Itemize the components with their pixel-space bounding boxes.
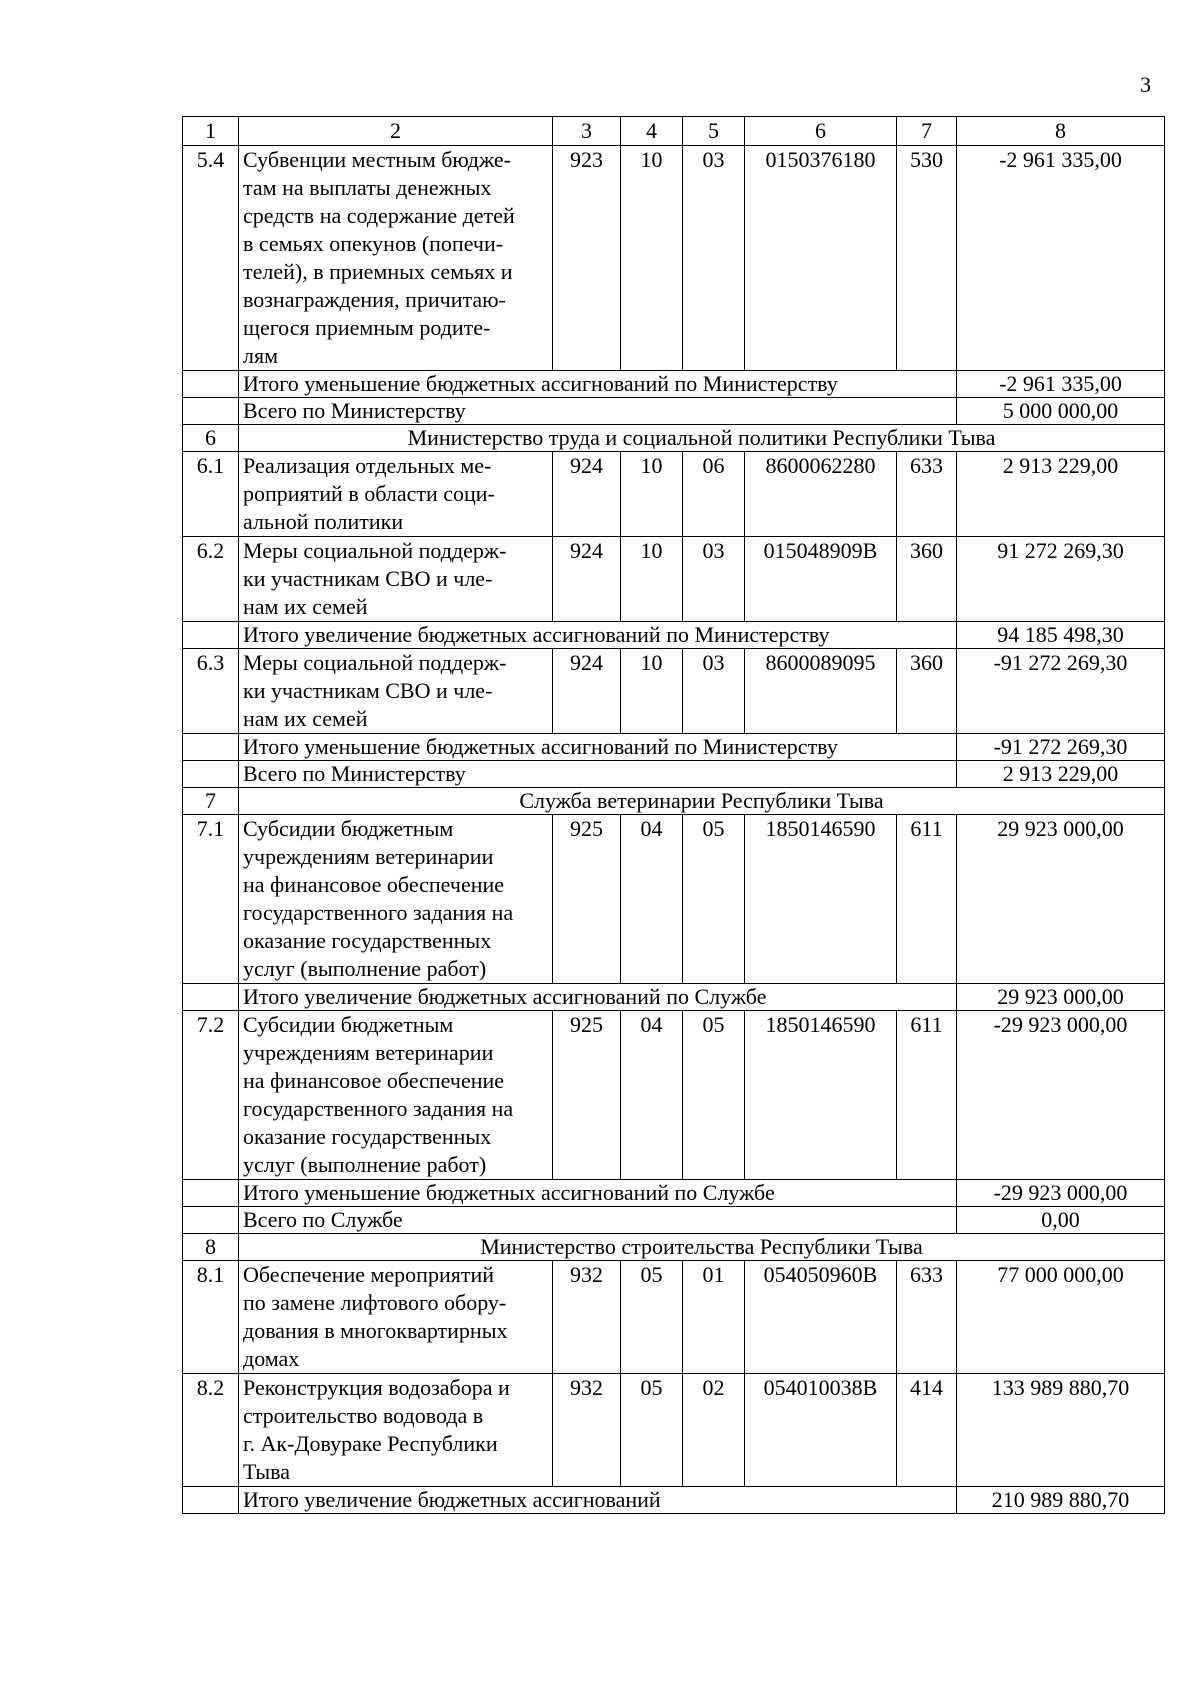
summary-amount: 0,00 <box>957 1207 1165 1234</box>
ministry-code: 923 <box>553 146 621 371</box>
summary-amount: 5 000 000,00 <box>957 398 1165 425</box>
column-number-row <box>183 117 1165 146</box>
section-header-row <box>183 1234 1165 1261</box>
expense-type-code: 633 <box>897 452 957 537</box>
section-code: 05 <box>621 1261 683 1374</box>
item-description: Субвенции местным бюдже- там на выплаты денежных средств на содержание детей в семьях опекунов (попечи- телей), в приемных семьях и вознаграждения, причитаю- щегося приемным родите- лям <box>239 146 553 371</box>
target-article-code: 8600089095 <box>745 649 897 734</box>
subsection-code: 05 <box>683 815 745 984</box>
ministry-code: 924 <box>553 537 621 622</box>
expense-type-code: 611 <box>897 815 957 984</box>
ministry-code: 932 <box>553 1261 621 1374</box>
section-code: 10 <box>621 452 683 537</box>
empty-number-cell <box>183 371 239 398</box>
section-title: Министерство строительства Республики Тыва <box>239 1234 1165 1261</box>
item-number: 7.2 <box>183 1011 239 1180</box>
amount: 91 272 269,30 <box>957 537 1165 622</box>
target-article-code: 054050960В <box>745 1261 897 1374</box>
line-item-row <box>183 815 1165 984</box>
section-code: 04 <box>621 815 683 984</box>
column-number-cell: 4 <box>621 117 683 146</box>
column-number-cell: 3 <box>553 117 621 146</box>
expense-type-code: 414 <box>897 1374 957 1487</box>
item-description: Обеспечение мероприятий по замене лифтового обору- дования в многоквартирных домах <box>239 1261 553 1374</box>
section-title: Служба ветеринарии Республики Тыва <box>239 788 1165 815</box>
item-number: 5.4 <box>183 146 239 371</box>
item-number: 6.3 <box>183 649 239 734</box>
item-number: 6.2 <box>183 537 239 622</box>
ministry-code: 925 <box>553 1011 621 1180</box>
summary-amount: -91 272 269,30 <box>957 734 1165 761</box>
subsection-code: 05 <box>683 1011 745 1180</box>
summary-label: Итого увеличение бюджетных ассигнований <box>239 1487 957 1514</box>
summary-amount: 29 923 000,00 <box>957 984 1165 1011</box>
section-code: 10 <box>621 537 683 622</box>
section-code: 05 <box>621 1374 683 1487</box>
empty-number-cell <box>183 984 239 1011</box>
item-description: Реконструкция водозабора и строительство водовода в г. Ак-Довураке Республики Тыва <box>239 1374 553 1487</box>
budget-allocation-table <box>182 116 1165 1514</box>
summary-amount: 2 913 229,00 <box>957 761 1165 788</box>
summary-label: Итого уменьшение бюджетных ассигнований по Министерству <box>239 734 957 761</box>
section-header-row <box>183 425 1165 452</box>
line-item-row <box>183 146 1165 371</box>
summary-row <box>183 734 1165 761</box>
target-article-code: 1850146590 <box>745 815 897 984</box>
summary-label: Итого увеличение бюджетных ассигнований по Министерству <box>239 622 957 649</box>
summary-label: Всего по Министерству <box>239 761 957 788</box>
subsection-code: 03 <box>683 146 745 371</box>
summary-amount: 94 185 498,30 <box>957 622 1165 649</box>
summary-amount: -2 961 335,00 <box>957 371 1165 398</box>
empty-number-cell <box>183 734 239 761</box>
subsection-code: 01 <box>683 1261 745 1374</box>
summary-label: Итого уменьшение бюджетных ассигнований по Службе <box>239 1180 957 1207</box>
item-description: Меры социальной поддерж- ки участникам СВО и чле- нам их семей <box>239 537 553 622</box>
column-number-cell: 6 <box>745 117 897 146</box>
column-number-cell: 1 <box>183 117 239 146</box>
section-code: 04 <box>621 1011 683 1180</box>
item-number: 6.1 <box>183 452 239 537</box>
amount: 29 923 000,00 <box>957 815 1165 984</box>
line-item-row <box>183 649 1165 734</box>
item-number: 8.2 <box>183 1374 239 1487</box>
target-article-code: 054010038В <box>745 1374 897 1487</box>
section-code: 10 <box>621 146 683 371</box>
subsection-code: 02 <box>683 1374 745 1487</box>
page-number: 3 <box>1140 72 1151 97</box>
summary-row <box>183 761 1165 788</box>
amount: 77 000 000,00 <box>957 1261 1165 1374</box>
ministry-code: 925 <box>553 815 621 984</box>
amount: 133 989 880,70 <box>957 1374 1165 1487</box>
section-number: 8 <box>183 1234 239 1261</box>
subsection-code: 06 <box>683 452 745 537</box>
summary-label: Итого увеличение бюджетных ассигнований по Службе <box>239 984 957 1011</box>
section-number: 6 <box>183 425 239 452</box>
expense-type-code: 530 <box>897 146 957 371</box>
summary-amount: 210 989 880,70 <box>957 1487 1165 1514</box>
item-number: 8.1 <box>183 1261 239 1374</box>
empty-number-cell <box>183 398 239 425</box>
summary-amount: -29 923 000,00 <box>957 1180 1165 1207</box>
summary-row <box>183 1207 1165 1234</box>
summary-label: Итого уменьшение бюджетных ассигнований по Министерству <box>239 371 957 398</box>
expense-type-code: 633 <box>897 1261 957 1374</box>
amount: -29 923 000,00 <box>957 1011 1165 1180</box>
summary-row <box>183 1487 1165 1514</box>
section-code: 10 <box>621 649 683 734</box>
summary-row <box>183 984 1165 1011</box>
target-article-code: 0150376180 <box>745 146 897 371</box>
empty-number-cell <box>183 1487 239 1514</box>
summary-row <box>183 1180 1165 1207</box>
summary-row <box>183 398 1165 425</box>
expense-type-code: 611 <box>897 1011 957 1180</box>
line-item-row <box>183 1011 1165 1180</box>
ministry-code: 924 <box>553 452 621 537</box>
amount: -2 961 335,00 <box>957 146 1165 371</box>
line-item-row <box>183 537 1165 622</box>
line-item-row <box>183 452 1165 537</box>
item-description: Субсидии бюджетным учреждениям ветеринарии на финансовое обеспечение государственного задания на оказание государственных услуг (выполнение работ) <box>239 1011 553 1180</box>
ministry-code: 932 <box>553 1374 621 1487</box>
subsection-code: 03 <box>683 537 745 622</box>
item-number: 7.1 <box>183 815 239 984</box>
amount: -91 272 269,30 <box>957 649 1165 734</box>
summary-row <box>183 622 1165 649</box>
subsection-code: 03 <box>683 649 745 734</box>
section-header-row <box>183 788 1165 815</box>
empty-number-cell <box>183 622 239 649</box>
target-article-code: 8600062280 <box>745 452 897 537</box>
expense-type-code: 360 <box>897 649 957 734</box>
summary-label: Всего по Министерству <box>239 398 957 425</box>
item-description: Субсидии бюджетным учреждениям ветеринарии на финансовое обеспечение государственного задания на оказание государственных услуг (выполнение работ) <box>239 815 553 984</box>
item-description: Меры социальной поддерж- ки участникам СВО и чле- нам их семей <box>239 649 553 734</box>
line-item-row <box>183 1261 1165 1374</box>
column-number-cell: 2 <box>239 117 553 146</box>
item-description: Реализация отдельных ме- роприятий в области соци- альной политики <box>239 452 553 537</box>
expense-type-code: 360 <box>897 537 957 622</box>
empty-number-cell <box>183 1180 239 1207</box>
ministry-code: 924 <box>553 649 621 734</box>
section-title: Министерство труда и социальной политики Республики Тыва <box>239 425 1165 452</box>
amount: 2 913 229,00 <box>957 452 1165 537</box>
summary-label: Всего по Службе <box>239 1207 957 1234</box>
target-article-code: 1850146590 <box>745 1011 897 1180</box>
empty-number-cell <box>183 1207 239 1234</box>
target-article-code: 015048909В <box>745 537 897 622</box>
column-number-cell: 7 <box>897 117 957 146</box>
summary-row <box>183 371 1165 398</box>
empty-number-cell <box>183 761 239 788</box>
section-number: 7 <box>183 788 239 815</box>
column-number-cell: 5 <box>683 117 745 146</box>
line-item-row <box>183 1374 1165 1487</box>
column-number-cell: 8 <box>957 117 1165 146</box>
